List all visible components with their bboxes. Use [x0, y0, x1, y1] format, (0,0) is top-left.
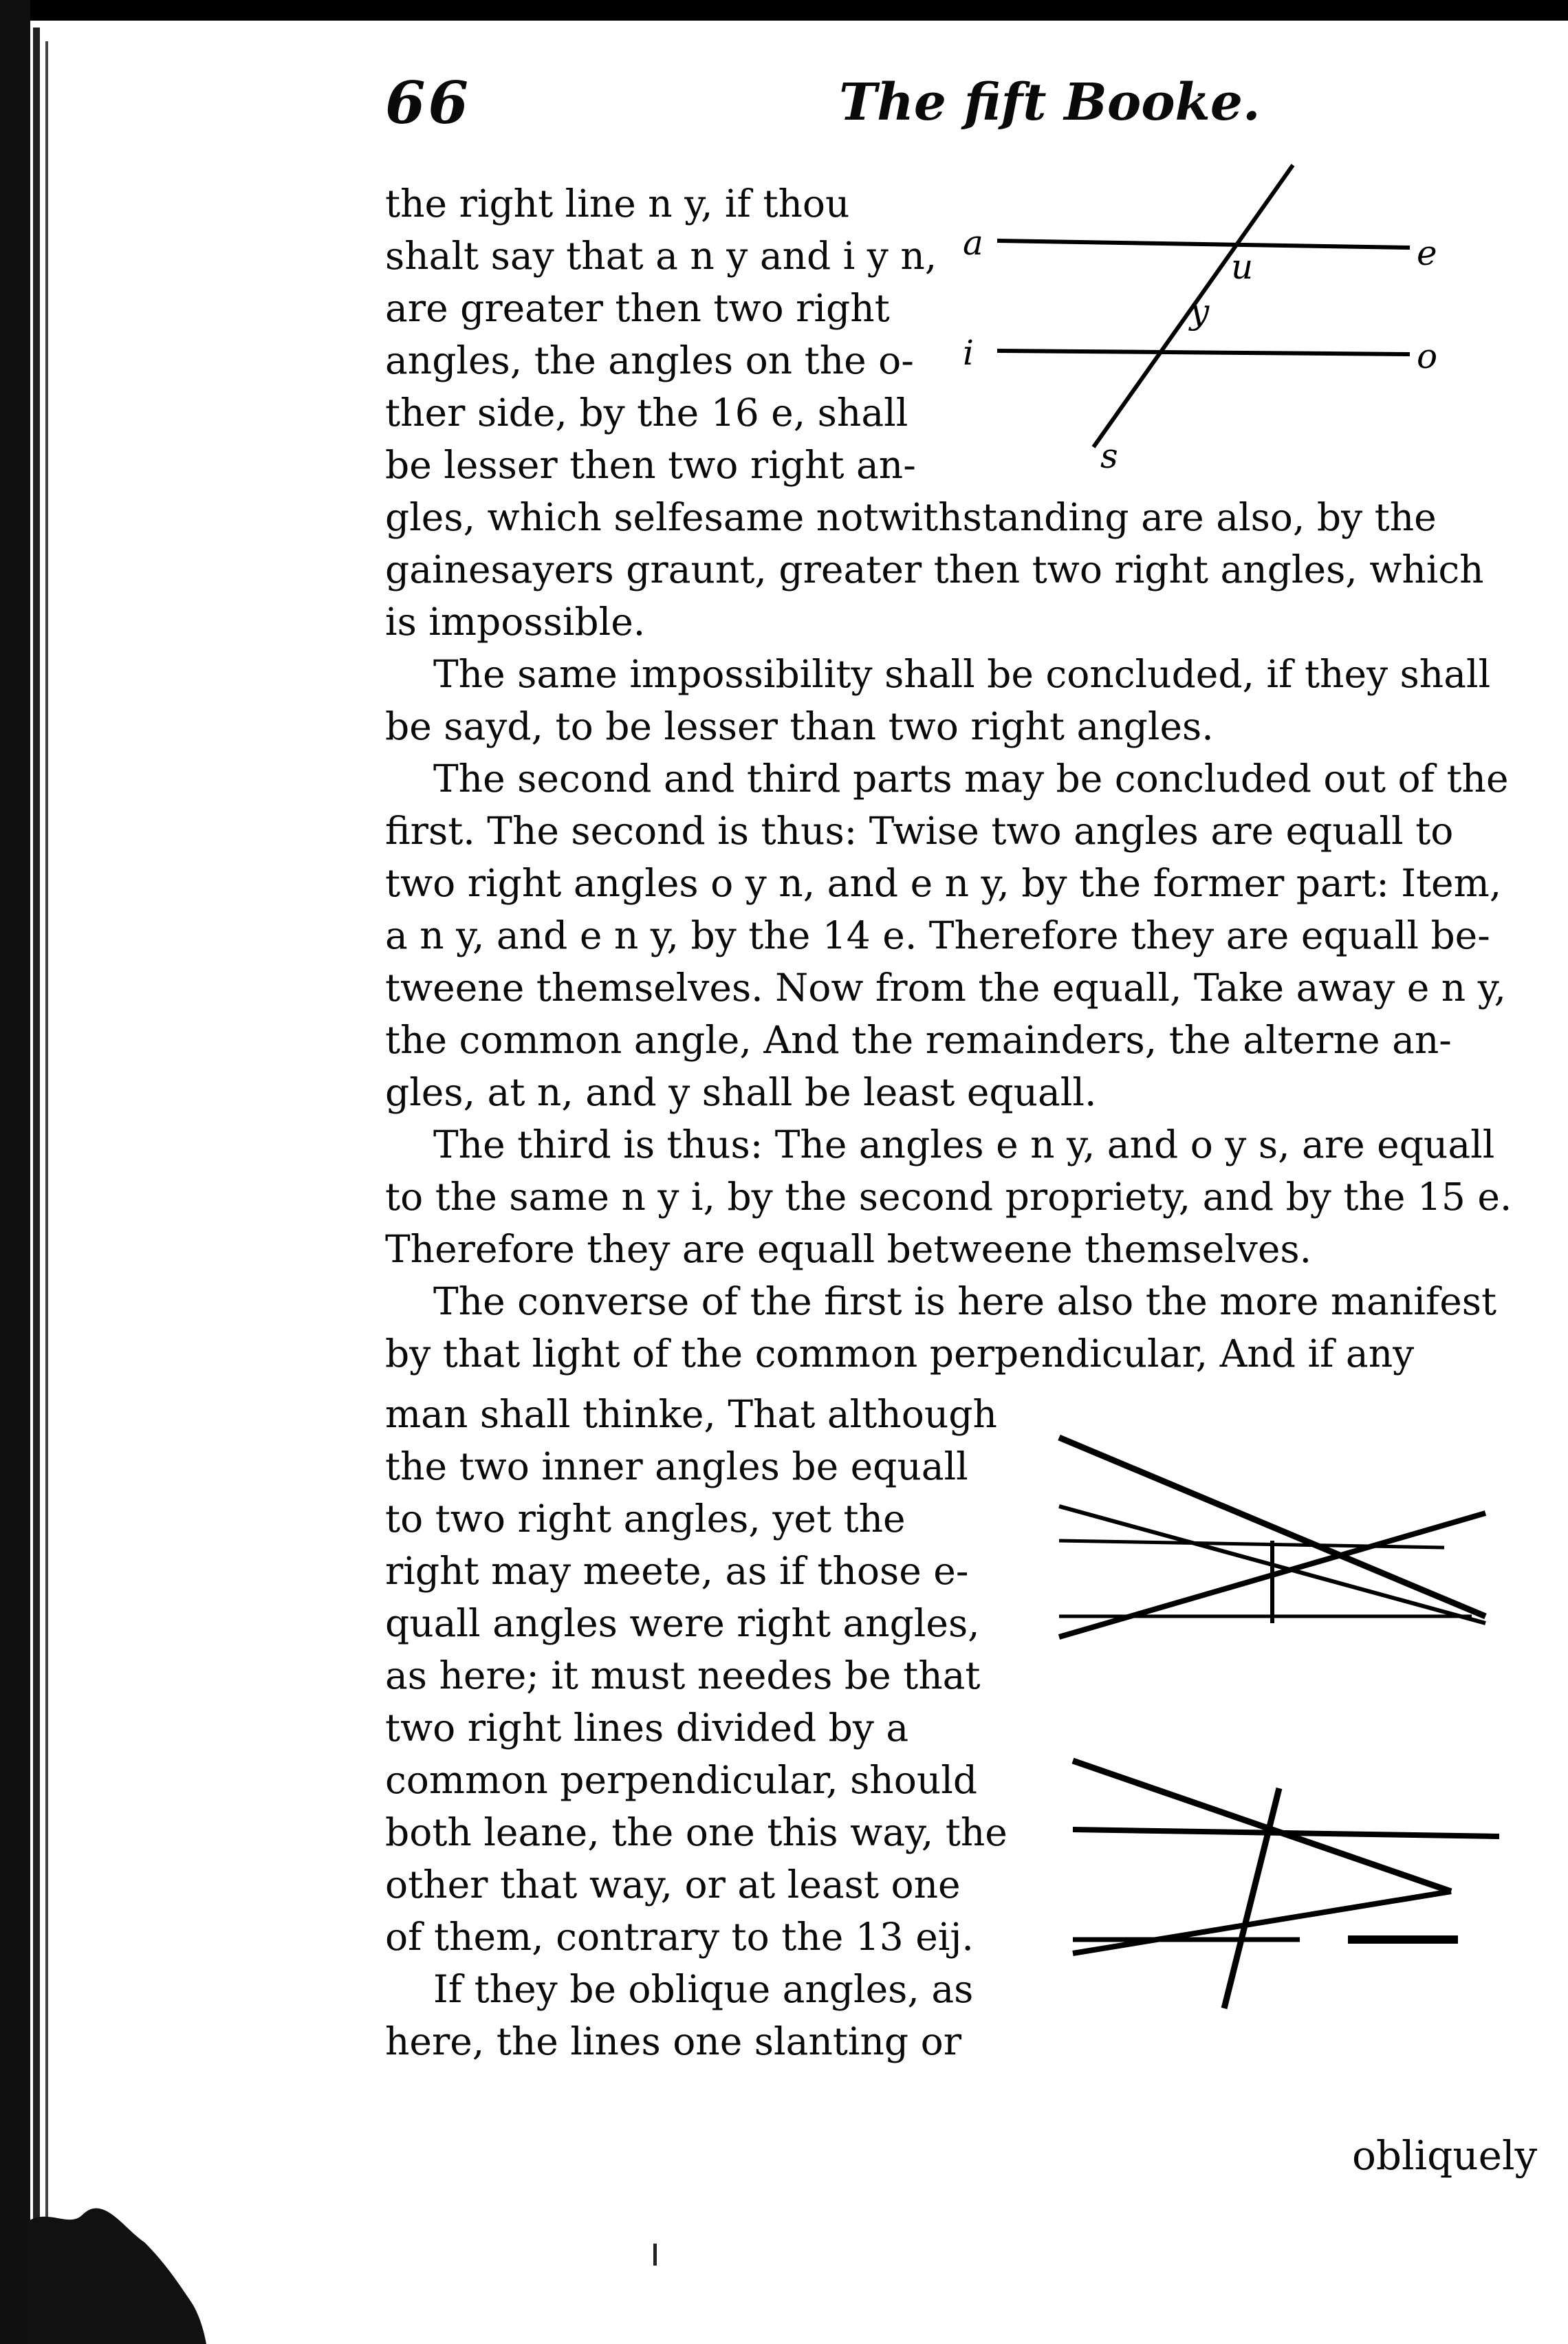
text-line: two right lines divided by a	[385, 1706, 909, 1750]
label-s: s	[1100, 436, 1118, 476]
text-block-middle	[385, 491, 1512, 1380]
text-line: other that way, or at least one	[385, 1863, 961, 1907]
text-line: gles, at n, and y shall be least equall.	[385, 1070, 1097, 1114]
text-line: first. The second is thus: Twise two angles are equall to	[385, 809, 1454, 853]
page-header	[385, 69, 1513, 158]
text-line: be lesser then two right an-	[385, 443, 916, 487]
text-line: both leane, the one this way, the	[385, 1810, 1008, 1854]
text-line: The second and third parts may be concluded out of the	[433, 757, 1509, 801]
text-line: as here; it must needes be that	[385, 1653, 981, 1697]
text-line: gles, which selfesame notwithstanding are also, by the	[385, 495, 1437, 539]
text-line: the common angle, And the remainders, the alterne an-	[385, 1018, 1452, 1062]
text-line: to two right angles, yet the	[385, 1497, 906, 1541]
page-number: 66	[385, 69, 471, 137]
converging-lines-figure	[1045, 1410, 1513, 1671]
text-line: The converse of the first is here also the more manifest	[433, 1279, 1497, 1323]
text-line: the two inner angles be equall	[385, 1444, 968, 1488]
text-line: angles, the angles on the o-	[385, 338, 914, 382]
text-line: are greater then two right	[385, 286, 890, 330]
text-line: man shall thinke, That although	[385, 1392, 997, 1436]
text-line: two right angles o y n, and e n y, by the former part: Item,	[385, 861, 1502, 905]
label-y: y	[1190, 292, 1210, 332]
scan-gutter-line	[33, 28, 40, 2338]
text-line: tweene themselves. Now from the equall, Take away e n y,	[385, 966, 1506, 1010]
text-line: be sayd, to be lesser than two right angles.	[385, 704, 1214, 748]
scan-top-border	[0, 0, 1568, 21]
text-line: The third is thus: The angles e n y, and o y s, are equall	[433, 1122, 1495, 1166]
perpendicular-lines-figure	[1059, 1733, 1527, 2022]
text-line: a n y, and e n y, by the 14 e. Therefore they are equall be-	[385, 913, 1490, 957]
scan-gutter-shadow	[0, 0, 30, 2344]
text-line: the right line n y, if thou	[385, 182, 850, 226]
running-title: The fift Booke.	[839, 73, 1261, 132]
text-line: gainesayers graunt, greater then two right angles, which	[385, 547, 1484, 592]
text-line: Therefore they are equall betweene themselves.	[385, 1227, 1312, 1271]
label-a: a	[963, 223, 983, 263]
text-line: If they be oblique angles, as	[433, 1967, 974, 2011]
text-line: of them, contrary to the 13 eij.	[385, 1915, 974, 1959]
ink-blot	[28, 2167, 206, 2344]
print-mark	[653, 2244, 657, 2266]
text-line: The same impossibility shall be concluded, if they shall	[433, 652, 1491, 696]
text-line: to the same n y i, by the second propriety, and by the 15 e.	[385, 1175, 1512, 1219]
text-line: quall angles were right angles,	[385, 1601, 980, 1645]
text-line: common perpendicular, should	[385, 1758, 978, 1802]
label-e: e	[1417, 233, 1437, 273]
catchword: obliquely	[1352, 2132, 1538, 2179]
text-line: here, the lines one slanting or	[385, 2019, 961, 2063]
text-line: right may meete, as if those e-	[385, 1549, 969, 1593]
text-line: by that light of the common perpendicular, And if any	[385, 1332, 1415, 1376]
label-u: u	[1231, 247, 1254, 287]
text-block-bottom	[385, 1388, 1008, 2068]
label-o: o	[1417, 336, 1438, 376]
scan-gutter-line	[45, 41, 48, 2311]
text-line: is impossible.	[385, 600, 646, 644]
text-line: shalt say that a n y and i y n,	[385, 234, 937, 278]
text-block-top	[385, 177, 937, 491]
text-line: ther side, by the 16 e, shall	[385, 391, 908, 435]
parallel-lines-figure	[956, 151, 1506, 481]
label-i: i	[963, 333, 974, 373]
